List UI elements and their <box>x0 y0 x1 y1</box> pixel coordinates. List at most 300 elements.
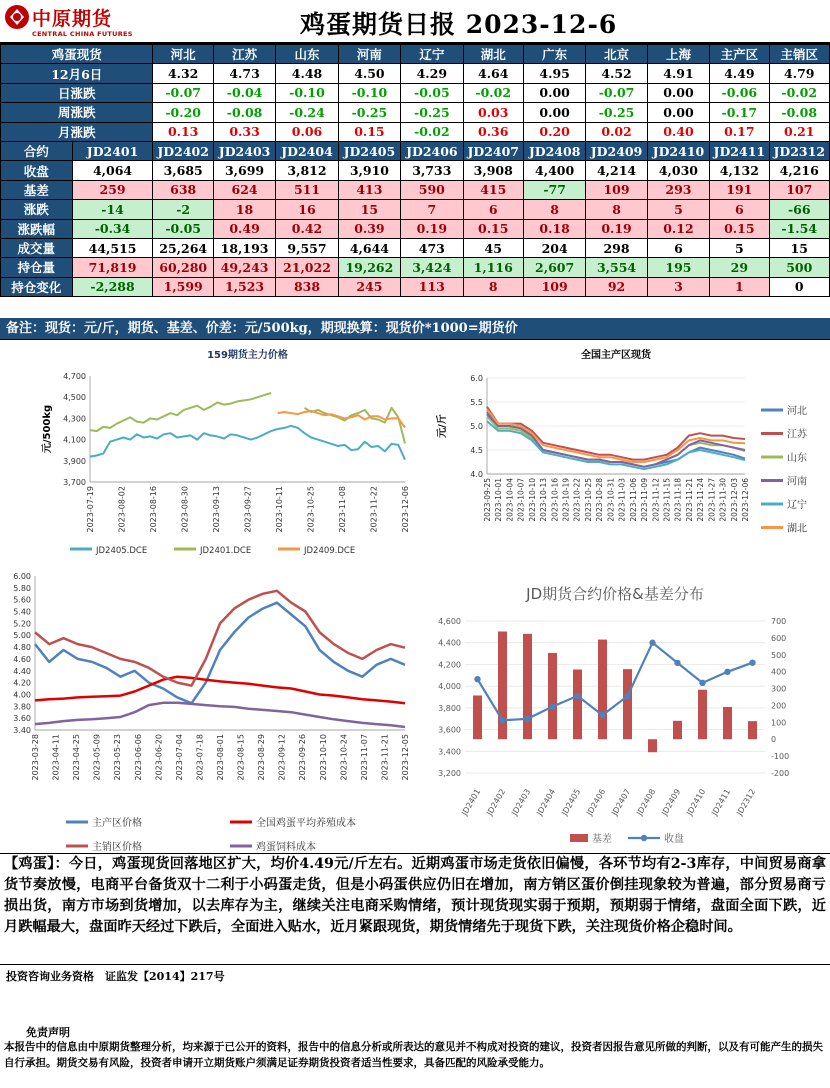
series-line-0 <box>90 426 405 460</box>
table-cell: 8 <box>523 200 585 219</box>
legend-label: 湖北 <box>787 523 807 535</box>
table-row <box>1 64 830 83</box>
table-cell: 4.79 <box>769 64 830 83</box>
x-tick-label: JD2409 <box>659 787 683 818</box>
report-title: 鸡蛋期货日报 2023-12-6 <box>300 10 618 39</box>
table-cell: 4.91 <box>647 64 709 83</box>
legend-label: 河北 <box>787 406 807 417</box>
row-label: 周涨跌 <box>1 103 153 122</box>
table-cell: 638 <box>153 180 213 199</box>
basis-bar <box>573 669 582 739</box>
table-row <box>1 200 830 219</box>
table-cell: 0.42 <box>276 219 338 238</box>
x-tick-label: 2023-12-05 <box>401 734 410 781</box>
y2-tick-label: 500 <box>771 650 787 660</box>
table-cell: 15 <box>338 200 400 219</box>
basis-bar <box>673 721 682 739</box>
close-point <box>574 693 580 699</box>
disclaimer-text: 本报告中的信息由中原期货整理分析，均来源于已公开的资料，报告中的信息分析或所表达的意见并不构成对投资的建议，投资者因报告意见所做的判断，以及有可能产生的损失自行承担。期货交易有风险，投资者申请开立期货账户须满足证券期货投资者适当性要求，具备匹配的风险承受能力。 <box>4 1041 823 1069</box>
table-cell: -14 <box>72 200 153 219</box>
x-tick-label: 2023-11-06 <box>628 478 638 522</box>
row-label: 基差 <box>1 180 73 199</box>
x-tick-label: 2023-11-22 <box>369 486 379 533</box>
legend-label: 全国鸡蛋平均养殖成本 <box>256 818 356 829</box>
table-cell: 0.21 <box>769 122 830 141</box>
table-cell: 511 <box>276 180 338 199</box>
table-cell: 5 <box>647 200 709 219</box>
y2-tick-label: 400 <box>771 667 787 677</box>
table-cell: -2,288 <box>72 277 153 296</box>
certification: 投资咨询业务资格 证监发【2014】217号 <box>6 970 225 983</box>
y-tick-label: 4,600 <box>438 617 461 626</box>
table-cell: 9,557 <box>276 238 338 257</box>
table-cell: 1,599 <box>153 277 213 296</box>
table-cell: 259 <box>72 180 153 199</box>
report-header <box>0 0 830 44</box>
x-tick-label: 2023-10-13 <box>539 478 549 522</box>
region-header: 江苏 <box>213 45 275 64</box>
contract-header: JD2401 <box>72 141 153 160</box>
table-cell: -0.17 <box>710 103 769 122</box>
table-cell: 0.19 <box>401 219 463 238</box>
table-cell: 0.00 <box>647 103 709 122</box>
table-row <box>1 277 830 296</box>
close-point <box>749 659 755 665</box>
table-cell: -66 <box>769 200 830 219</box>
spot-corner: 鸡蛋现货 <box>1 45 153 64</box>
table-cell: 0.02 <box>586 122 647 141</box>
x-tick-label: JD2411 <box>709 787 733 818</box>
y-tick-label: 4,100 <box>63 435 86 445</box>
x-tick-label: 2023-10-11 <box>275 486 284 533</box>
table-cell: 4,030 <box>647 161 709 180</box>
table-cell: -0.20 <box>153 103 213 122</box>
table-cell: 245 <box>338 277 400 296</box>
legend-label: 江苏 <box>787 429 807 441</box>
table-cell: 0.18 <box>523 219 585 238</box>
basis-bar <box>523 634 532 739</box>
table-cell: 4,132 <box>710 161 769 180</box>
x-tick-label: 2023-10-10 <box>527 478 537 522</box>
row-label: 持仓变化 <box>1 277 73 296</box>
table-cell: 590 <box>401 180 463 199</box>
x-tick-label: 2023-11-03 <box>617 478 627 522</box>
x-tick-label: JD2408 <box>634 787 658 818</box>
table-cell: 4.32 <box>153 64 213 83</box>
table-cell: 4.64 <box>463 64 523 83</box>
y2-tick-label: -200 <box>771 769 790 778</box>
table-cell: -0.02 <box>769 83 830 102</box>
y-tick-label: 3,600 <box>438 725 461 735</box>
y-tick-label: 4.60 <box>13 654 31 664</box>
region-header: 山东 <box>276 45 338 64</box>
table-cell: 109 <box>586 180 647 199</box>
x-tick-label: 2023-09-25 <box>483 478 492 522</box>
y-tick-label: 5.00 <box>13 631 31 641</box>
contract-header: JD2409 <box>586 141 647 160</box>
legend-label: 主产区价格 <box>92 818 142 829</box>
table-row <box>1 103 830 122</box>
table-cell: 18 <box>213 200 275 219</box>
series-line-1 <box>90 393 405 443</box>
x-tick-label: 2023-11-21 <box>380 734 390 781</box>
table-cell: 0.40 <box>647 122 709 141</box>
y-tick-label: 6.0 <box>470 374 483 383</box>
market-comment: 【鸡蛋】：今日，鸡蛋现货回落地区扩大，均价4.49元/斤左右。近期鸡蛋市场走货依旧偏慢，各环节均有2-3库存，中间贸易商拿货节奏放慢，电商平台备货双十二利于小码蛋走货，但是小码蛋供应仍旧在增加，南方销区蛋价倒挂现象较为普遍，部分贸易商亏损出货，南方市场到货增加，以去库存为主，继续关注电商采购情绪，预计现货现实弱于预期，预期弱于情绪，盘面全面下跌，近月跌幅最大，盘面昨天经过下跌后，全面进入贴水，近月紧跟现货，期货情绪先于现货下跌，关注现货价格企稳时间。 <box>0 853 830 965</box>
y-tick-label: 4.80 <box>13 643 31 653</box>
legend-label: JD2409.DCE <box>304 546 356 556</box>
chart-title: JD期货合约价格&基差分布 <box>526 585 704 603</box>
table-cell: 1 <box>710 277 769 296</box>
y-tick-label: 4.40 <box>13 666 31 676</box>
x-tick-label: 2023-06-20 <box>154 734 164 781</box>
table-cell: 60,280 <box>153 258 213 277</box>
x-tick-label: 2023-05-09 <box>92 734 102 781</box>
table-cell: 8 <box>586 200 647 219</box>
price-cost-chart <box>0 566 415 851</box>
x-tick-label: 2023-11-08 <box>338 486 347 533</box>
table-cell: 19,262 <box>338 258 400 277</box>
contract-header: JD2403 <box>213 141 275 160</box>
contract-header: JD2406 <box>401 141 463 160</box>
table-row <box>1 83 830 102</box>
company-logo <box>4 2 154 42</box>
y-tick-label: 4.0 <box>470 470 483 479</box>
x-tick-label: 2023-10-25 <box>306 486 316 533</box>
units-note: 备注：现货：元/斤，期货、基差、价差：元/500kg，期现换算：现货价*1000=期货价 <box>0 318 830 340</box>
region-header: 辽宁 <box>401 45 463 64</box>
x-tick-label: 2023-11-21 <box>684 478 694 522</box>
x-tick-label: 2023-08-16 <box>149 486 158 533</box>
contract-basis-chart <box>415 566 830 851</box>
legend-label: 河南 <box>787 476 807 488</box>
contract-header: JD2407 <box>463 141 523 160</box>
x-tick-label: 2023-11-09 <box>640 478 650 522</box>
table-cell: 0.06 <box>276 122 338 141</box>
row-label: 月涨跌 <box>1 122 153 141</box>
table-cell: 4.48 <box>276 64 338 83</box>
table-cell: 92 <box>586 277 647 296</box>
table-cell: 1,523 <box>213 277 275 296</box>
table-cell: 3,910 <box>338 161 400 180</box>
table-cell: -0.25 <box>401 103 463 122</box>
table-cell: 6 <box>463 200 523 219</box>
y-tick-label: 5.0 <box>470 422 483 431</box>
table-cell: 0.13 <box>153 122 213 141</box>
table-cell: 413 <box>338 180 400 199</box>
row-label: 涨跌 <box>1 200 73 219</box>
chart-title: 159期货主力价格 <box>207 350 288 361</box>
table-cell: -0.25 <box>338 103 400 122</box>
table-cell: 0.49 <box>213 219 275 238</box>
y-tick-label: 4,200 <box>438 660 461 670</box>
x-tick-label: 2023-10-16 <box>550 478 560 522</box>
y-axis-label: 元/500kg <box>42 404 53 454</box>
table-cell: 0.03 <box>463 103 523 122</box>
close-point <box>674 660 680 666</box>
table-cell: 71,819 <box>72 258 153 277</box>
x-tick-label: JD2403 <box>509 787 533 818</box>
basis-bar <box>698 690 707 739</box>
table-cell: 0.15 <box>463 219 523 238</box>
y2-tick-label: 600 <box>771 633 787 643</box>
close-point <box>474 676 480 682</box>
x-tick-label: 2023-08-30 <box>180 486 190 533</box>
table-cell: 2,607 <box>523 258 585 277</box>
contract-corner: 合约 <box>1 141 73 160</box>
contract-header: JD2404 <box>276 141 338 160</box>
y2-tick-label: 200 <box>771 701 787 711</box>
x-tick-label: 2023-09-26 <box>298 734 308 781</box>
table-cell: 0.15 <box>338 122 400 141</box>
contract-header: JD2405 <box>338 141 400 160</box>
table-cell: 3,554 <box>586 258 647 277</box>
y-tick-label: 4.00 <box>13 690 31 700</box>
x-tick-label: 2023-10-22 <box>572 478 582 522</box>
table-cell: 204 <box>523 238 585 257</box>
table-cell: 44,515 <box>72 238 153 257</box>
contract-header: JD2402 <box>153 141 213 160</box>
x-tick-label: 2023-09-12 <box>277 734 287 781</box>
x-tick-label: 2023-07-19 <box>86 486 95 533</box>
row-label: 持仓量 <box>1 258 73 277</box>
table-cell: 21,022 <box>276 258 338 277</box>
table-cell: -0.07 <box>586 83 647 102</box>
table-cell: 0.00 <box>523 103 585 122</box>
y2-tick-label: 300 <box>771 684 787 694</box>
row-label: 涨跌幅 <box>1 219 73 238</box>
table-cell: 4.29 <box>401 64 463 83</box>
table-cell: 0.00 <box>523 83 585 102</box>
y-tick-label: 3,400 <box>438 747 461 757</box>
table-cell: 49,243 <box>213 258 275 277</box>
basis-bar <box>648 739 657 752</box>
x-tick-label: 2023-10-31 <box>606 478 616 522</box>
table-cell: 191 <box>710 180 769 199</box>
x-tick-label: 2023-08-15 <box>236 734 246 781</box>
x-tick-label: 2023-04-25 <box>72 734 82 781</box>
table-cell: -0.24 <box>276 103 338 122</box>
spot-header-row <box>1 45 830 64</box>
x-tick-label: JD2407 <box>609 787 633 818</box>
x-tick-label: JD2406 <box>584 787 608 818</box>
table-cell: 0.15 <box>710 219 769 238</box>
legend-swatch <box>641 835 647 841</box>
x-tick-label: 2023-11-12 <box>651 478 661 522</box>
y2-tick-label: 700 <box>771 617 787 626</box>
table-cell: 4,064 <box>72 161 153 180</box>
table-cell: 293 <box>647 180 709 199</box>
table-cell: 4,400 <box>523 161 585 180</box>
y-tick-label: 4.20 <box>13 678 31 688</box>
table-cell: 624 <box>213 180 275 199</box>
legend-label: JD2405.DCE <box>96 546 148 556</box>
logo-en: CENTRAL CHINA FUTURES <box>32 30 133 38</box>
y-tick-label: 4,500 <box>63 393 86 403</box>
table-cell: -0.05 <box>153 219 213 238</box>
y-tick-label: 3,200 <box>438 769 461 778</box>
disclaimer-title: 免责声明 <box>26 1026 70 1039</box>
table-cell: -0.34 <box>72 219 153 238</box>
table-cell: -0.10 <box>338 83 400 102</box>
close-point <box>699 680 705 686</box>
table-cell: 3,699 <box>213 161 275 180</box>
y-tick-label: 4,300 <box>63 414 86 424</box>
x-tick-label: 2023-11-30 <box>718 478 728 522</box>
table-cell: 0.33 <box>213 122 275 141</box>
table-cell: 4,644 <box>338 238 400 257</box>
table-cell: 415 <box>463 180 523 199</box>
x-tick-label: JD2401 <box>459 787 483 818</box>
x-tick-label: 2023-10-25 <box>583 478 593 522</box>
x-tick-label: 2023-04-11 <box>51 734 61 781</box>
x-tick-label: JD2312 <box>734 787 758 818</box>
y-tick-label: 3,900 <box>63 456 86 466</box>
close-point <box>599 712 605 718</box>
table-cell: 0.20 <box>523 122 585 141</box>
x-tick-label: 2023-12-03 <box>729 478 739 522</box>
table-cell: -0.04 <box>213 83 275 102</box>
table-cell: -0.02 <box>401 122 463 141</box>
legend-swatch <box>570 834 588 842</box>
x-tick-label: 2023-08-29 <box>257 734 267 781</box>
x-tick-label: 2023-08-02 <box>117 486 127 533</box>
legend-label: 基差 <box>592 834 612 845</box>
close-point <box>649 640 655 646</box>
x-tick-label: 2023-11-18 <box>673 478 683 522</box>
y-tick-label: 3,700 <box>63 478 86 487</box>
close-point <box>524 716 530 722</box>
price-table <box>0 44 830 297</box>
y-tick-label: 6.00 <box>13 572 31 581</box>
x-tick-label: 2023-10-19 <box>561 478 571 522</box>
row-label: 12月6日 <box>1 64 153 83</box>
table-cell: -0.08 <box>769 103 830 122</box>
table-cell: 4.50 <box>338 64 400 83</box>
table-cell: 0.36 <box>463 122 523 141</box>
table-cell: 29 <box>710 258 769 277</box>
table-row <box>1 161 830 180</box>
region-header: 湖北 <box>463 45 523 64</box>
table-cell: 3 <box>647 277 709 296</box>
table-cell: -0.10 <box>276 83 338 102</box>
contract-header: JD2411 <box>710 141 769 160</box>
table-cell: 4.49 <box>710 64 769 83</box>
table-cell: 4,216 <box>769 161 830 180</box>
table-cell: -0.02 <box>463 83 523 102</box>
series-line-3 <box>35 703 405 727</box>
table-cell: -0.05 <box>401 83 463 102</box>
region-header: 广东 <box>523 45 585 64</box>
table-cell: -0.25 <box>586 103 647 122</box>
table-cell: 18,193 <box>213 238 275 257</box>
table-cell: 3,908 <box>463 161 523 180</box>
y-tick-label: 4,400 <box>438 638 461 648</box>
x-tick-label: JD2405 <box>559 787 583 818</box>
x-tick-label: 2023-10-28 <box>595 478 605 522</box>
x-tick-label: 2023-03-28 <box>31 734 40 781</box>
row-label: 日涨跌 <box>1 83 153 102</box>
x-tick-label: JD2402 <box>484 787 508 818</box>
table-cell: -0.07 <box>153 83 213 102</box>
table-cell: 45 <box>463 238 523 257</box>
close-point <box>624 693 630 699</box>
row-label: 收盘 <box>1 161 73 180</box>
table-cell: 0 <box>769 277 830 296</box>
table-cell: 838 <box>276 277 338 296</box>
x-tick-label: JD2404 <box>534 787 558 818</box>
x-tick-label: 2023-10-24 <box>339 734 349 781</box>
region-header: 河南 <box>338 45 400 64</box>
table-cell: 15 <box>769 238 830 257</box>
x-tick-label: 2023-10-04 <box>505 478 515 522</box>
region-header: 主销区 <box>769 45 830 64</box>
table-cell: 25,264 <box>153 238 213 257</box>
x-tick-label: 2023-11-24 <box>696 478 706 522</box>
table-row <box>1 238 830 257</box>
table-cell: 3,733 <box>401 161 463 180</box>
table-cell: 3,685 <box>153 161 213 180</box>
x-tick-label: 2023-07-18 <box>195 734 205 781</box>
basis-bar <box>748 721 757 739</box>
logo-mark-icon <box>4 4 30 30</box>
x-tick-label: 2023-10-10 <box>318 734 328 781</box>
table-row <box>1 180 830 199</box>
x-tick-label: 2023-07-04 <box>174 734 184 781</box>
table-cell: -2 <box>153 200 213 219</box>
region-header: 上海 <box>647 45 709 64</box>
x-tick-label: 2023-12-06 <box>741 478 750 522</box>
legend-label: 辽宁 <box>787 500 807 511</box>
y-tick-label: 5.40 <box>13 607 31 617</box>
y-tick-label: 5.20 <box>13 619 31 629</box>
table-cell: 107 <box>769 180 830 199</box>
table-cell: 473 <box>401 238 463 257</box>
table-cell: 0.17 <box>710 122 769 141</box>
table-cell: 195 <box>647 258 709 277</box>
x-tick-label: 2023-10-07 <box>516 478 526 522</box>
close-line <box>478 643 753 721</box>
basis-bar <box>598 640 607 740</box>
basis-bar <box>623 669 632 739</box>
table-cell: 7 <box>401 200 463 219</box>
y2-tick-label: -100 <box>771 752 790 762</box>
chart-title: 全国主产区现货 <box>581 350 651 361</box>
contract-header: JD2408 <box>523 141 585 160</box>
y-tick-label: 4.5 <box>470 446 483 455</box>
basis-bar <box>723 707 732 739</box>
spot-price-chart <box>415 342 830 564</box>
table-cell: 500 <box>769 258 830 277</box>
x-tick-label: 2023-11-07 <box>359 734 369 781</box>
y-tick-label: 5.80 <box>13 583 31 593</box>
table-cell: 0.00 <box>647 83 709 102</box>
region-header: 北京 <box>586 45 647 64</box>
table-cell: 5 <box>710 238 769 257</box>
legend-label: 鸡蛋饲料成本 <box>256 842 316 851</box>
x-tick-label: 2023-09-27 <box>243 486 253 533</box>
x-tick-label: 2023-11-15 <box>662 478 672 522</box>
y-tick-label: 5.60 <box>13 595 31 605</box>
y-tick-label: 3.80 <box>13 702 31 712</box>
table-cell: 6 <box>647 238 709 257</box>
x-tick-label: 2023-11-27 <box>707 478 717 522</box>
table-cell: 16 <box>276 200 338 219</box>
legend-label: JD2401.DCE <box>200 546 252 556</box>
table-row <box>1 122 830 141</box>
contract-header: JD2410 <box>647 141 709 160</box>
y-tick-label: 3,800 <box>438 703 461 713</box>
